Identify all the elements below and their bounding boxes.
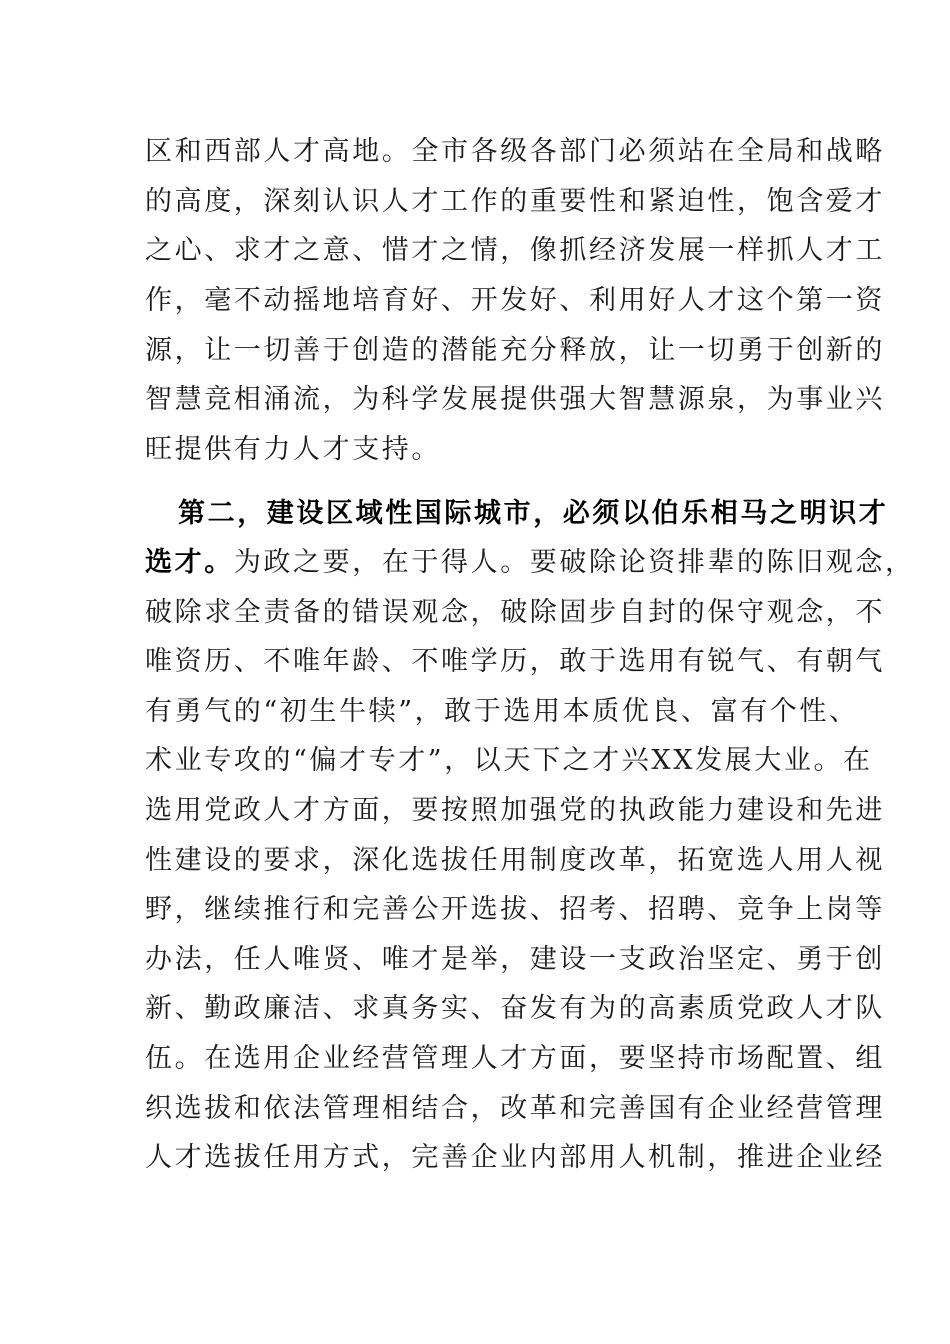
paragraph-2-line: 织选拔和依法管理相结合，改革和完善国有企业经营管理 [145, 1093, 885, 1124]
paragraph-2-line: 性建设的要求，深化选拔任用制度改革，拓宽选人用人视 [145, 845, 885, 876]
paragraph-2-line: 人才选拔任用方式，完善企业内部用人机制，推进企业经 [145, 1142, 885, 1173]
paragraph-1-line: 旺提供有力人才支持。 [145, 434, 441, 465]
paragraph-2-line: 新、勤政廉洁、求真务实、奋发有为的高素质党政人才队 [145, 993, 885, 1024]
paragraph-2-line: 有勇气的“初生牛犊”，敢于选用本质优良、富有个性、 [145, 696, 859, 727]
paragraph-2-line: 破除求全责备的错误观念，破除固步自封的保守观念，不 [145, 597, 885, 628]
paragraph-1-line: 源，让一切善于创造的潜能充分释放，让一切勇于创新的 [145, 335, 885, 366]
paragraph-2-line: 办法，任人唯贤、唯才是举，建设一支政治坚定、勇于创 [145, 944, 885, 975]
paragraph-1-line: 智慧竞相涌流，为科学发展提供强大智慧源泉，为事业兴 [145, 384, 885, 415]
paragraph-2-heading: 第二，建设区域性国际城市，必须以伯乐相马之明识才 [178, 498, 889, 529]
paragraph-2-line: 术业专攻的“偏才专才”，以天下之才兴XX发展大业。在 [145, 745, 873, 776]
paragraph-2-line: 伍。在选用企业经营管理人才方面，要坚持市场配置、组 [145, 1043, 885, 1074]
paragraph-1-line: 作，毫不动摇地培育好、开发好、利用好人才这个第一资 [145, 285, 885, 316]
paragraph-2-line: 唯资历、不唯年龄、不唯学历，敢于选用有锐气、有朝气 [145, 646, 885, 677]
paragraph-2-heading-end: 选才。 [145, 547, 234, 578]
paragraph-2-text: 为政之要，在于得人。要破除论资排辈的陈旧观念， [233, 547, 915, 578]
paragraph-1-line: 之心、求才之意、惜才之情，像抓经济发展一样抓人才工 [145, 235, 885, 266]
paragraph-2-line: 野，继续推行和完善公开选拔、招考、招聘、竞争上岗等 [145, 894, 885, 925]
paragraph-2-line: 选用党政人才方面，要按照加强党的执政能力建设和先进 [145, 795, 885, 826]
paragraph-1-line: 的高度，深刻认识人才工作的重要性和紧迫性，饱含爱才 [145, 186, 885, 217]
paragraph-1-line: 区和西部人才高地。全市各级各部门必须站在全局和战略 [145, 136, 885, 167]
paragraph-2-line [145, 543, 915, 583]
